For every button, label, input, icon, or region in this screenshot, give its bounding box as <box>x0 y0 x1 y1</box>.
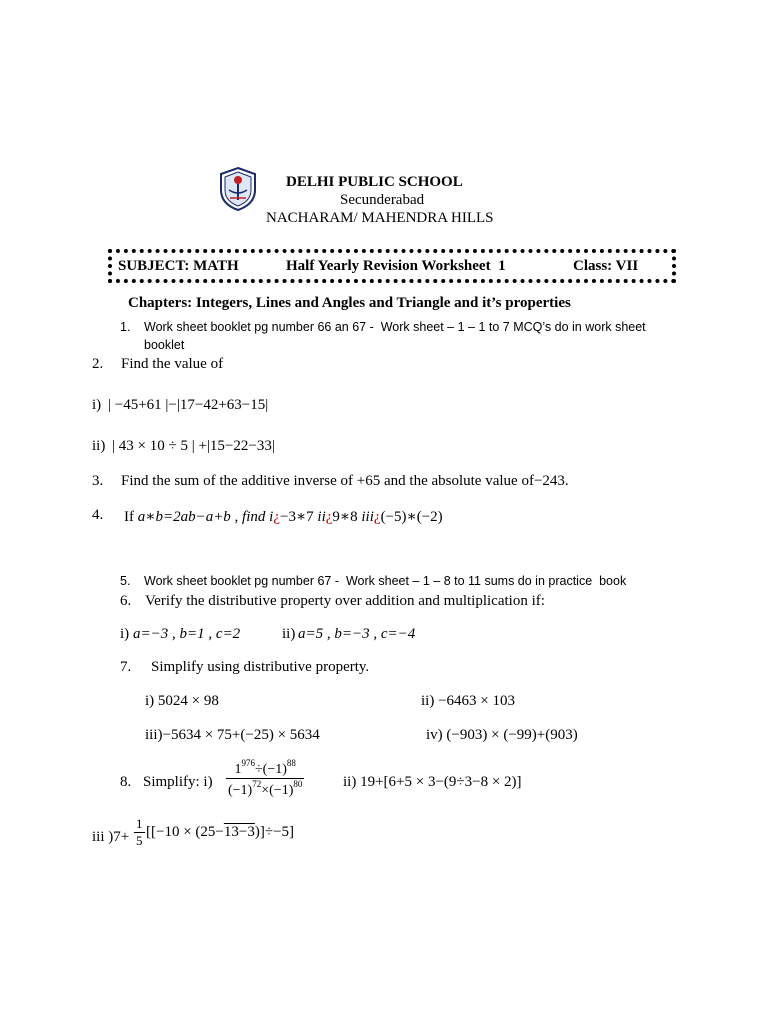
q8-iii-frac-den: 5 <box>136 833 143 848</box>
q7-ii: ii) −6463 × 103 <box>421 693 515 709</box>
q2-number: 2. <box>92 356 104 372</box>
q4-number: 4. <box>92 507 104 523</box>
q8-i-num-mid: ÷(−1) <box>254 762 287 777</box>
q4-definition: a∗b=2ab−a+b , find <box>137 509 266 525</box>
q6-i-expression: a=−3 , b=1 , c=2 <box>133 626 241 642</box>
q8-i-den-exp2: 80 <box>293 779 303 789</box>
subject-label: SUBJECT: MATH <box>118 258 239 274</box>
school-branch: NACHARAM/ MAHENDRA HILLS <box>266 210 494 226</box>
q8-i-den-mid: ×(−1) <box>261 783 294 798</box>
q8-iii-overline: 13−3 <box>223 824 255 840</box>
q4-part-ii-label: ii <box>317 509 326 525</box>
q8-i-num-base: 1 <box>234 762 242 777</box>
q4-part-iii-label: iii <box>361 509 374 525</box>
worksheet-title: Half Yearly Revision Worksheet 1 <box>286 258 506 274</box>
q1-line2: booklet <box>144 338 185 352</box>
q2-ii-label: ii) <box>92 438 106 454</box>
q7-text: Simplify using distributive property. <box>151 659 370 675</box>
q5-text: Work sheet booklet pg number 67 - Work sheet – 1 – 8 to 11 sums do in practice book <box>144 574 627 588</box>
q4-glyph-1: ¿ <box>273 509 280 525</box>
q8-iii-expr-a: [[−10 × (25− <box>146 824 224 840</box>
q2-i-expression: | −45+61 |−|17−42+63−15| <box>108 397 269 413</box>
q3-text: Find the sum of the additive inverse of +65 and the absolute value of−243. <box>121 473 569 489</box>
q4-if: If <box>124 509 134 525</box>
school-city: Secunderabad <box>340 192 425 208</box>
q6-ii-expression: a=5 , b=−3 , c=−4 <box>298 626 416 642</box>
q8-iii-frac-num: 1 <box>136 816 143 831</box>
q6-text: Verify the distributive property over addition and multiplication if: <box>145 593 545 609</box>
q8-i-num-exp2: 88 <box>286 758 296 768</box>
q8-i-den-base: (−1) <box>228 783 253 798</box>
q8-label: Simplify: i) <box>143 774 213 790</box>
q8-i-den-exp1: 72 <box>252 779 262 789</box>
q5-number: 5. <box>120 574 131 588</box>
school-name: DELHI PUBLIC SCHOOL <box>286 174 463 190</box>
q8-ii: ii) 19+[6+5 × 3−(9÷3−8 × 2)] <box>343 774 522 790</box>
q8-number: 8. <box>120 774 132 790</box>
q4-glyph-3: ¿ <box>373 509 381 525</box>
class-label: Class: VII <box>573 258 639 274</box>
chapters-heading: Chapters: Integers, Lines and Angles and Triangle and it’s properties <box>128 295 571 311</box>
q8-iii-expression <box>146 824 294 841</box>
q7-iii: iii)−5634 × 75+(−25) × 5634 <box>145 727 320 743</box>
q4-part-iii: (−5)∗(−2) <box>380 509 443 525</box>
q4-expression <box>124 507 443 526</box>
q2-ii-expression: | 43 × 10 ÷ 5 | +|15−22−33| <box>112 438 275 454</box>
q7-number: 7. <box>120 659 132 675</box>
q6-i-label: i) <box>120 626 130 642</box>
q7-i: i) 5024 × 98 <box>145 693 219 709</box>
q6-ii-label: ii) <box>282 626 296 642</box>
q8-iii-fraction <box>134 816 145 849</box>
q1-line1: Work sheet booklet pg number 66 an 67 - Work sheet – 1 – 1 to 7 MCQ’s do in work sheet <box>144 320 646 334</box>
q6-number: 6. <box>120 593 132 609</box>
q1-number: 1. <box>120 320 131 334</box>
school-crest-icon <box>218 166 258 212</box>
q4-glyph-2: ¿ <box>325 509 333 525</box>
q4-part-ii: 9∗8 <box>332 509 358 525</box>
q4-part-i-label: i <box>269 509 274 525</box>
q8-iii-expr-b: )]÷−5] <box>254 824 295 840</box>
q2-i-label: i) <box>92 397 102 413</box>
q8-iii-label: iii )7+ <box>92 829 130 845</box>
q8-i-num-exp1: 976 <box>241 758 255 768</box>
q4-part-i: −3∗7 <box>280 509 314 525</box>
q2-text: Find the value of <box>121 356 224 372</box>
q8-i-denominator <box>226 779 304 799</box>
q3-number: 3. <box>92 473 104 489</box>
q8-i-fraction <box>226 758 304 799</box>
q8-i-numerator <box>226 758 304 779</box>
q7-iv: iv) (−903) × (−99)+(903) <box>426 727 578 743</box>
